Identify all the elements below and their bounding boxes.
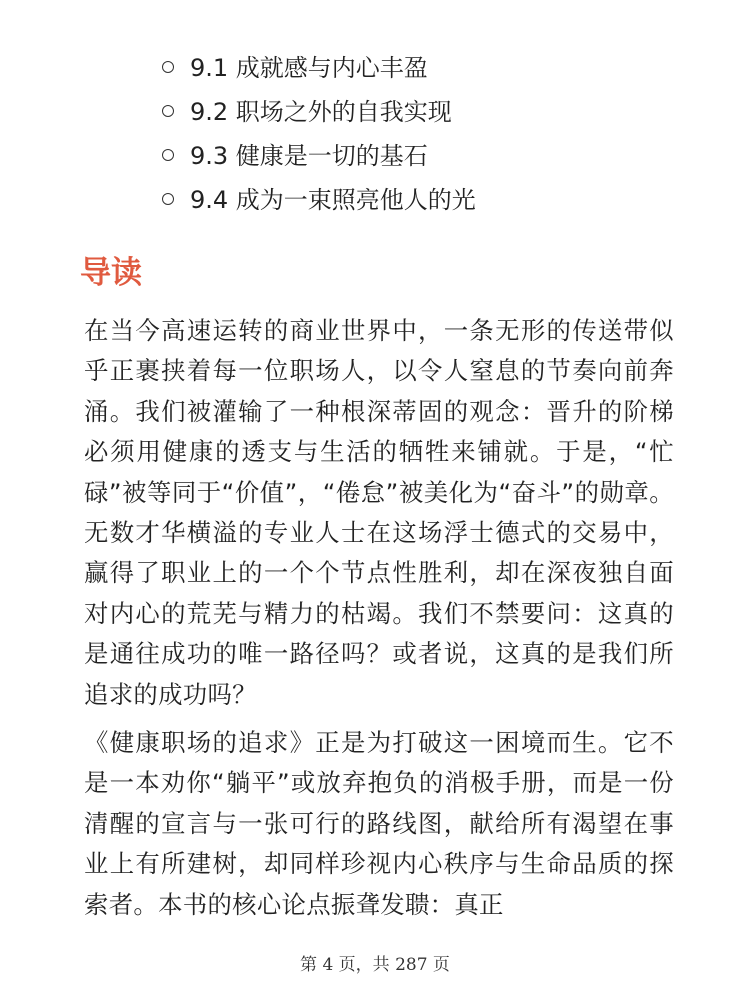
paragraph-1: 在当今高速运转的商业世界中，一条无形的传送带似乎正裹挟着每一位职场人，以令人窒息的节奏向前奔涌。我们被灌输了一种根深蒂固的观念：晋升的阶梯必须用健康的透支与生活的牺牲来铺就。于是，“忙碌”被等同于“价值”，“倦怠”被美化为“奋斗”的勋章。无数才华横溢的专业人士在这场浮士德式的交易中，赢得了职业上的一个个节点性胜利，却在深夜独自面对内心的荒芜与精力的枯竭。我们不禁要问：这真的是通往成功的唯一路径吗？或者说，这真的是我们所追求的成功吗？ bbox=[84, 316, 674, 709]
hollow-circle-bullet-icon bbox=[162, 61, 174, 73]
page-number: 第 4 页，共 287 页 bbox=[300, 955, 450, 975]
toc-item-9-3[interactable] bbox=[0, 134, 750, 178]
body-text bbox=[84, 311, 674, 933]
paragraph-2: 《健康职场的追求》正是为打破这一困境而生。它不是一本劝你“躺平”或放弃抱负的消极手册，而是一份清醒的宣言与一张可行的路线图，献给所有渴望在事业上有所建树，却同样珍视内心秩序与生命品质的探索者。本书的核心论点振聋发聩：真正 bbox=[84, 728, 674, 919]
hollow-circle-bullet-icon bbox=[162, 105, 174, 117]
toc-item-9-1[interactable] bbox=[0, 46, 750, 90]
toc-item-label: 9.3 健康是一切的基石 bbox=[190, 142, 428, 170]
toc-item-label: 9.2 职场之外的自我实现 bbox=[190, 98, 452, 126]
toc-item-9-4[interactable] bbox=[0, 178, 750, 222]
table-of-contents bbox=[0, 46, 750, 222]
hollow-circle-bullet-icon bbox=[162, 193, 174, 205]
toc-item-label: 9.4 成为一束照亮他人的光 bbox=[190, 186, 476, 214]
hollow-circle-bullet-icon bbox=[162, 149, 174, 161]
toc-item-label: 9.1 成就感与内心丰盈 bbox=[190, 54, 428, 82]
toc-item-9-2[interactable] bbox=[0, 90, 750, 134]
section-heading: 导读 bbox=[80, 255, 142, 291]
